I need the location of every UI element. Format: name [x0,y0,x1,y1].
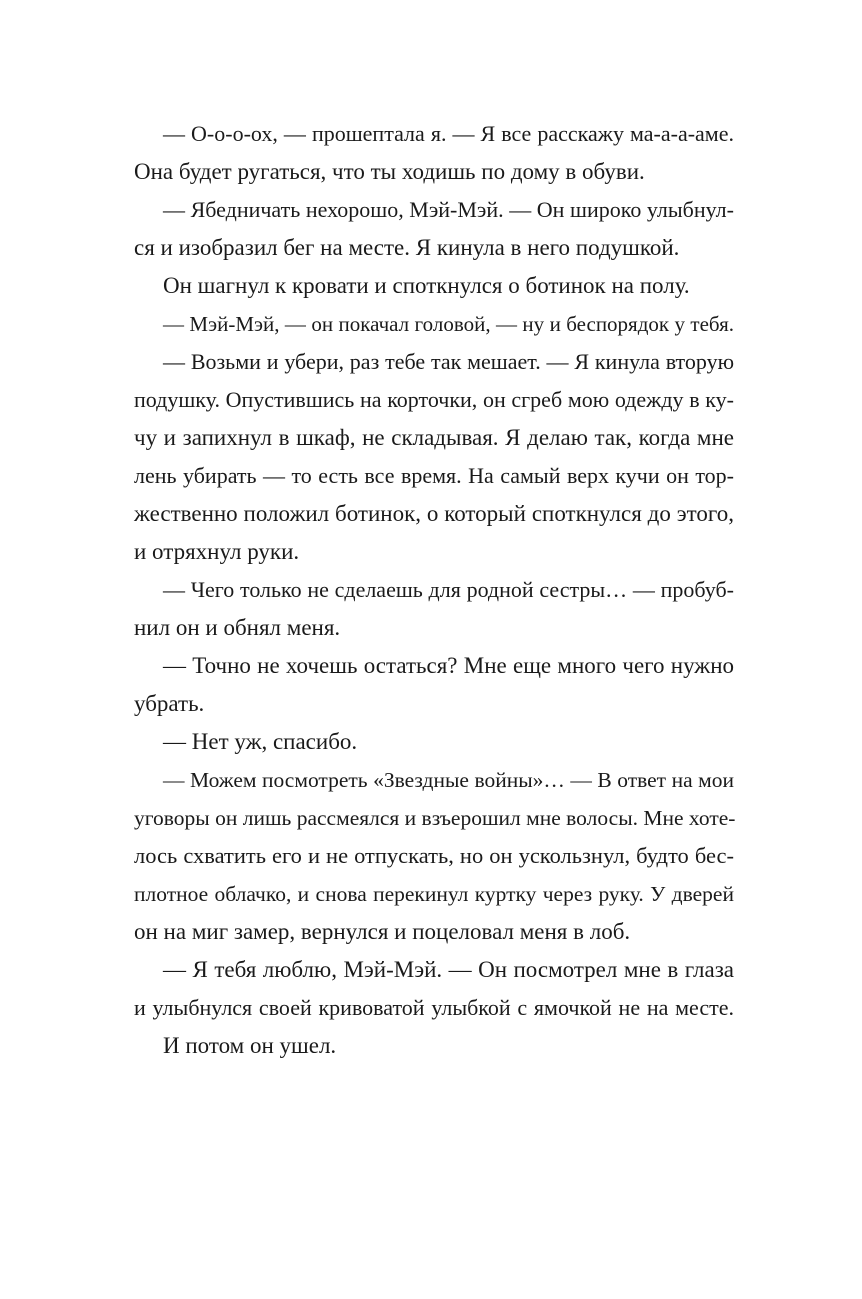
text-line: — Я тебя люблю, Мэй-Мэй. — Он посмотрел мне в глаза [163,957,734,982]
text-line: — Чего только не сделаешь для родной сестры… — пробуб- [163,577,734,602]
text-line: — Нет уж, спасибо. [163,729,358,754]
text-line: убрать. [134,691,205,716]
text-line: жественно положил ботинок, о который споткнулся до этого, [134,501,734,526]
text-line: Он шагнул к кровати и споткнулся о ботинок на полу. [163,273,690,298]
text-line: и улыбнулся своей кривоватой улыбкой с ямочкой не на месте. [134,995,734,1020]
text-line: Она будет ругаться, что ты ходишь по дому в обуви. [134,159,645,184]
text-line: он на миг замер, вернулся и поцеловал меня в лоб. [134,919,631,944]
text-line: ся и изобразил бег на месте. Я кинула в него подушкой. [134,235,680,260]
text-line: уговоры он лишь рассмеялся и взъерошил мне волосы. Мне хоте- [134,806,736,830]
text-line: И потом он ушел. [163,1033,337,1058]
text-line: — Возьми и убери, раз тебе так мешает. — Я кинула вторую [163,349,734,374]
text-line: — Ябедничать нехорошо, Мэй-Мэй. — Он широко улыбнул- [163,197,734,222]
text-line: подушку. Опустившись на корточки, он сгреб мою одежду в ку- [134,387,734,412]
text-line: — О-о-о-ох, — прошептала я. — Я все расскажу ма-а-а-аме. [163,121,734,146]
text-line: и отряхнул руки. [134,539,300,564]
text-line: — Можем посмотреть «Звездные войны»… — В ответ на мои [163,768,734,792]
text-line: — Точно не хочешь остаться? Мне еще много чего нужно [163,653,734,678]
text-line: лось схватить его и не отпускать, но он ускользнул, будто бес- [134,843,734,868]
text-line: чу и запихнул в шкаф, не складывая. Я делаю так, когда мне [134,425,734,450]
text-line: — Мэй-Мэй, — он покачал головой, — ну и беспорядок у тебя. [163,312,734,336]
text-line: плотное облачко, и снова перекинул куртку через руку. У дверей [134,882,734,906]
text-line: нил он и обнял меня. [134,615,341,640]
text-line: лень убирать — то есть все время. На самый верх кучи он тор- [134,463,734,488]
